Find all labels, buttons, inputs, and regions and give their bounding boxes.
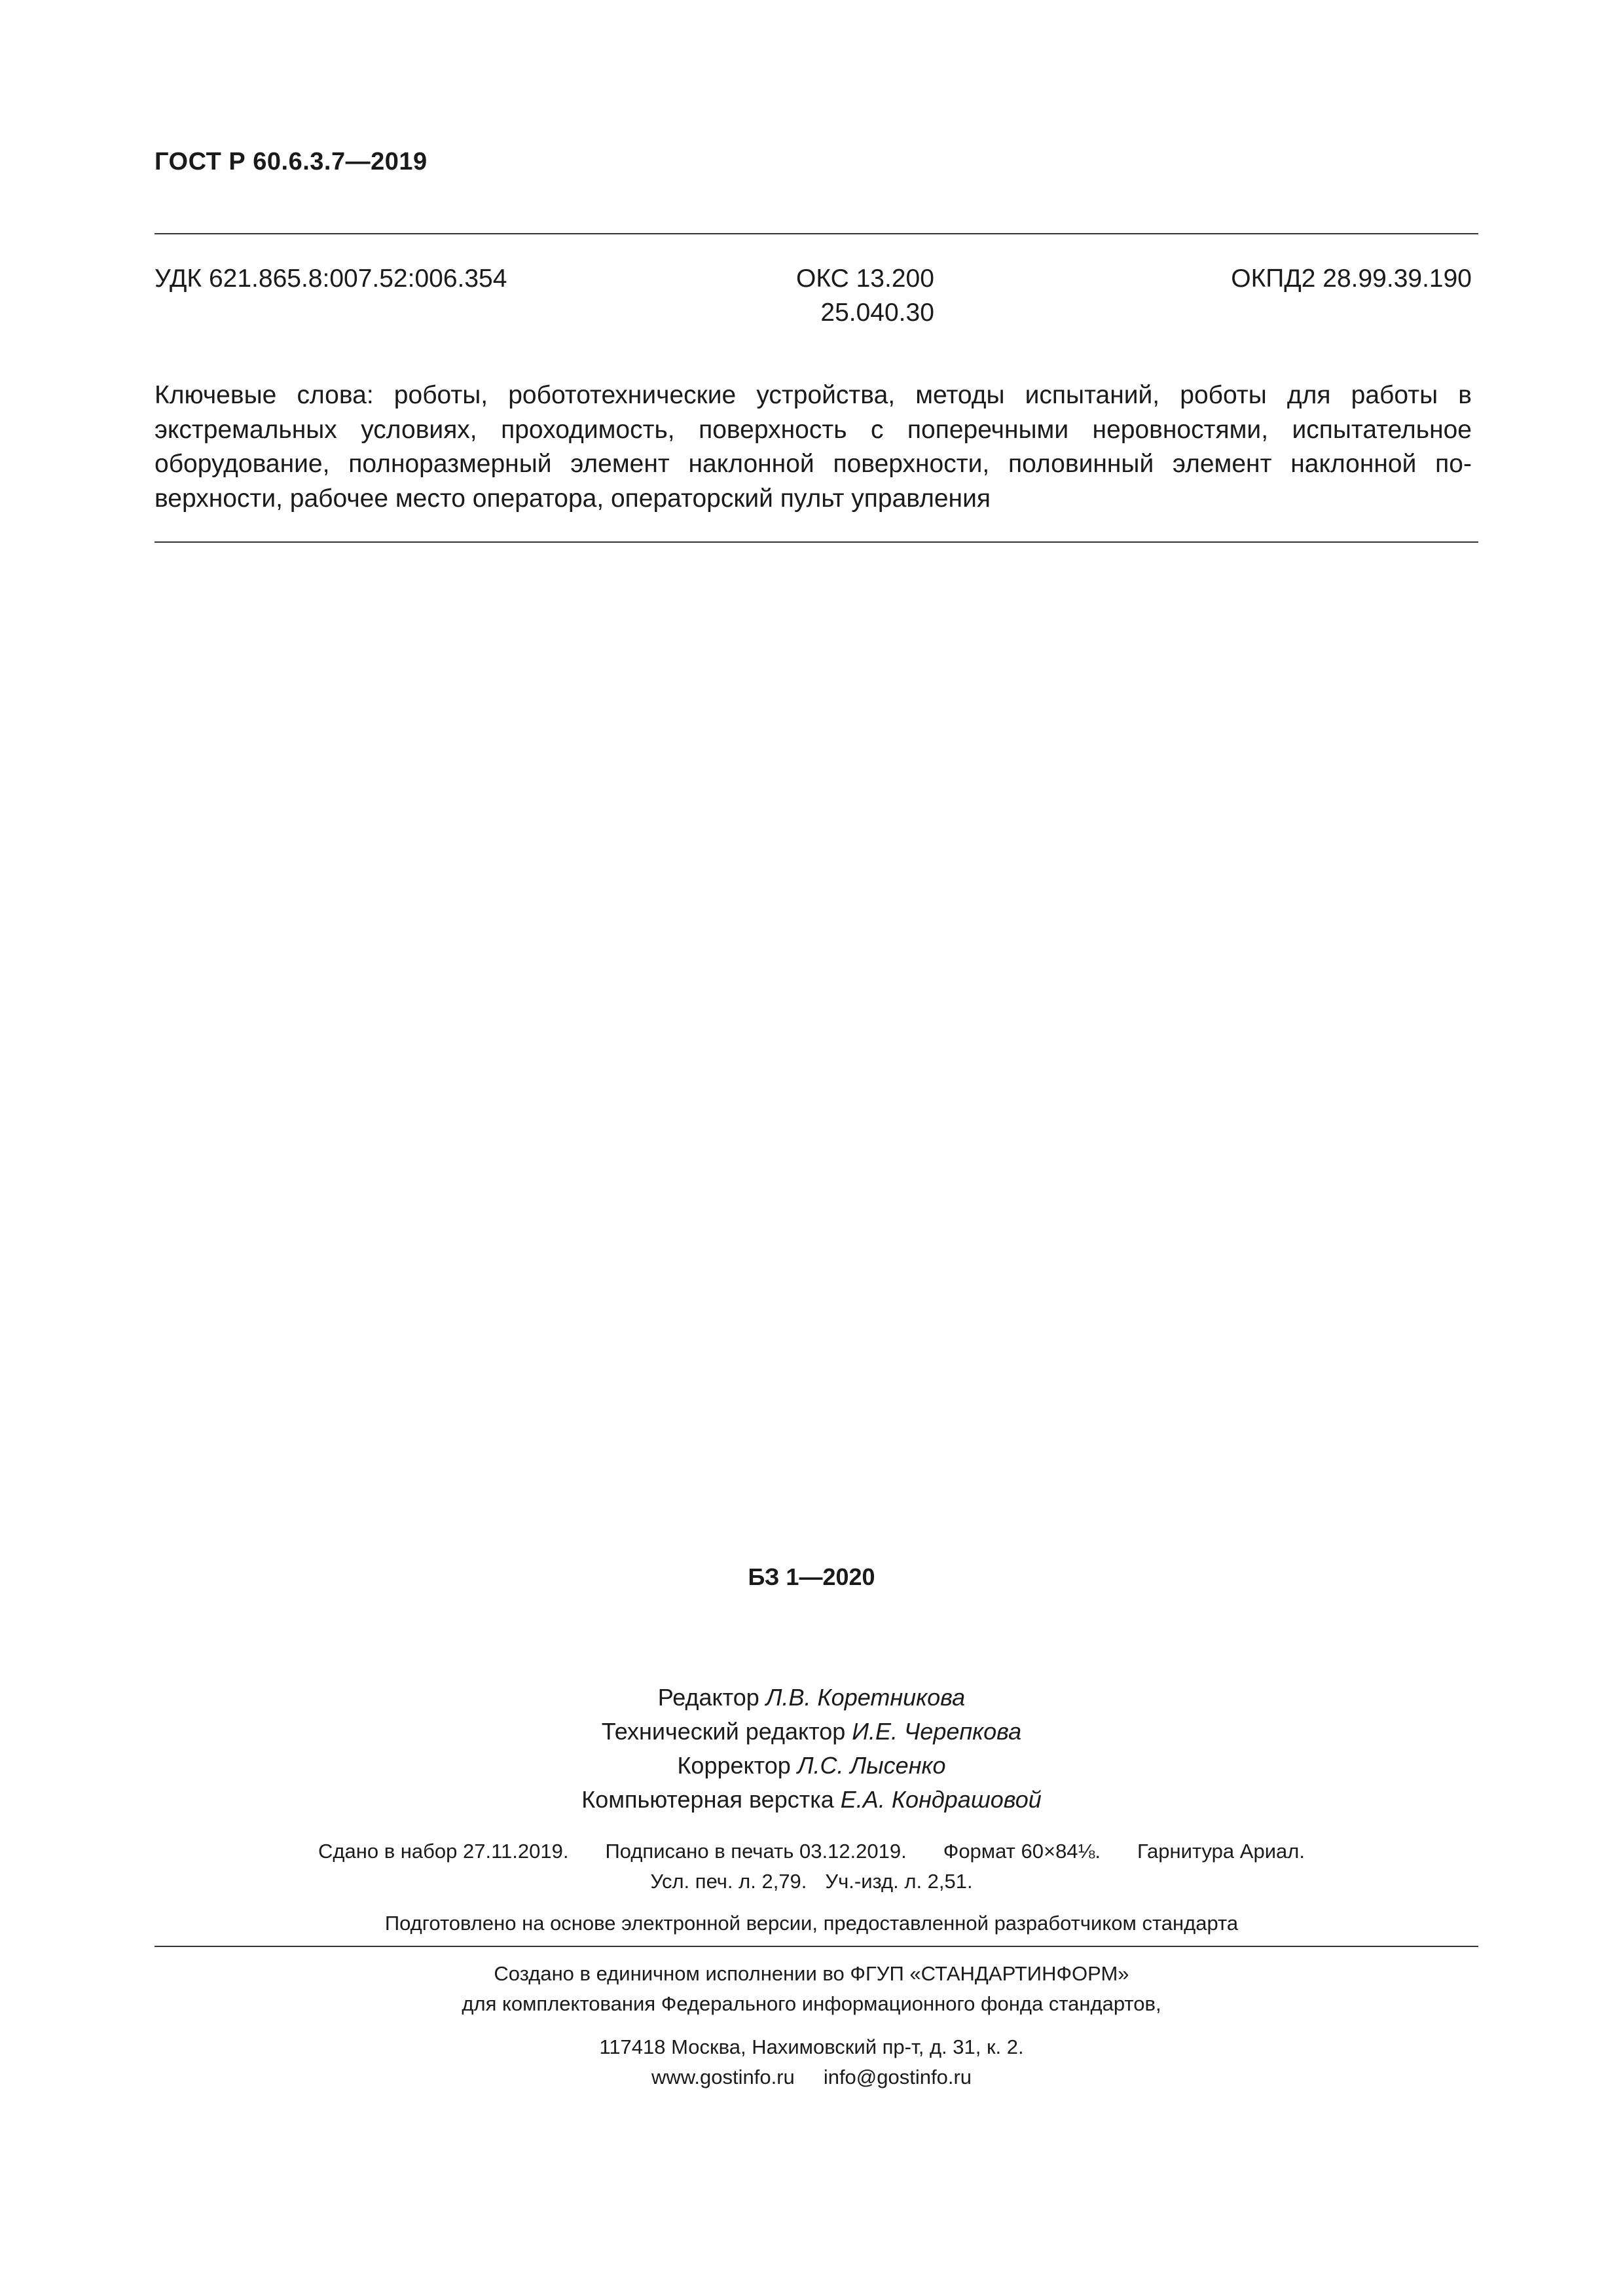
tech-editor-name: И.Е. Черепкова: [852, 1718, 1022, 1745]
purpose-note: для комплектования Федерального информационного фонда стандартов,: [462, 1992, 1161, 2015]
corrector-label: Корректор: [677, 1752, 791, 1779]
oks-codes: [796, 262, 934, 330]
signed-date: Подписано в печать 03.12.2019.: [605, 1840, 907, 1863]
okpd-code: ОКПД2 28.99.39.190: [1231, 264, 1472, 293]
credit-editor: [0, 1681, 1623, 1715]
oks-code-1: ОКС 13.200: [796, 264, 934, 293]
footer-divider: [155, 1946, 1478, 1947]
layout-name: Е.А. Кондрашовой: [840, 1786, 1042, 1813]
keywords-divider: [155, 541, 1478, 543]
layout-label: Компьютерная верстка: [581, 1786, 834, 1813]
bz-number: БЗ 1—2020: [748, 1563, 875, 1590]
print-info-block: [0, 1836, 1623, 1897]
editor-label: Редактор: [657, 1684, 759, 1711]
top-divider: [155, 233, 1478, 234]
paper-format: Формат 60×84⅛.: [943, 1840, 1101, 1863]
credits-block: [0, 1681, 1623, 1817]
prepared-note: Подготовлено на основе электронной версии, предоставленной разработчиком стандарта: [384, 1912, 1239, 1935]
website-link[interactable]: www.gostinfo.ru: [651, 2066, 795, 2088]
publisher-address: 117418 Москва, Нахимовский пр-т, д. 31, к. 2.: [599, 2035, 1024, 2058]
credit-tech-editor: [0, 1715, 1623, 1749]
oks-code-2: 25.040.30: [820, 299, 934, 327]
tech-editor-label: Технический редактор: [601, 1718, 846, 1745]
editor-name: Л.В. Коретникова: [765, 1684, 966, 1711]
print-info-line-2: [0, 1867, 1623, 1897]
contact-line: [0, 2062, 1623, 2092]
standard-code: ГОСТ Р 60.6.3.7—2019: [155, 148, 428, 175]
print-info-line-1: [0, 1836, 1623, 1867]
created-note: Создано в единичном исполнении во ФГУП «СТАНДАРТИНФОРМ»: [494, 1962, 1129, 1985]
udk-code: УДК 621.865.8:007.52:006.354: [155, 264, 507, 293]
typeface: Гарнитура Ариал.: [1137, 1840, 1305, 1863]
submitted-date: Сдано в набор 27.11.2019.: [318, 1840, 569, 1863]
corrector-name: Л.С. Лысенко: [797, 1752, 946, 1779]
publisher-footer: [0, 1959, 1623, 2092]
email-link[interactable]: info@gostinfo.ru: [823, 2066, 972, 2088]
edition-sheets: Уч.-изд. л. 2,51.: [825, 1870, 973, 1893]
credit-layout: [0, 1783, 1623, 1817]
credit-corrector: [0, 1749, 1623, 1783]
print-sheets: Усл. печ. л. 2,79.: [650, 1870, 807, 1893]
keywords-paragraph: Ключевые слова: роботы, робототехнические устройства, методы испытаний, роботы для работы в экстремальных условиях, проходимость, поверхность с поперечными неровностями, испытательное оборудование, полноразмерный элемент наклонной поверхности, половинный элемент наклонной поверхности, рабочее место оператора, операторский пульт управления: [155, 381, 1472, 513]
